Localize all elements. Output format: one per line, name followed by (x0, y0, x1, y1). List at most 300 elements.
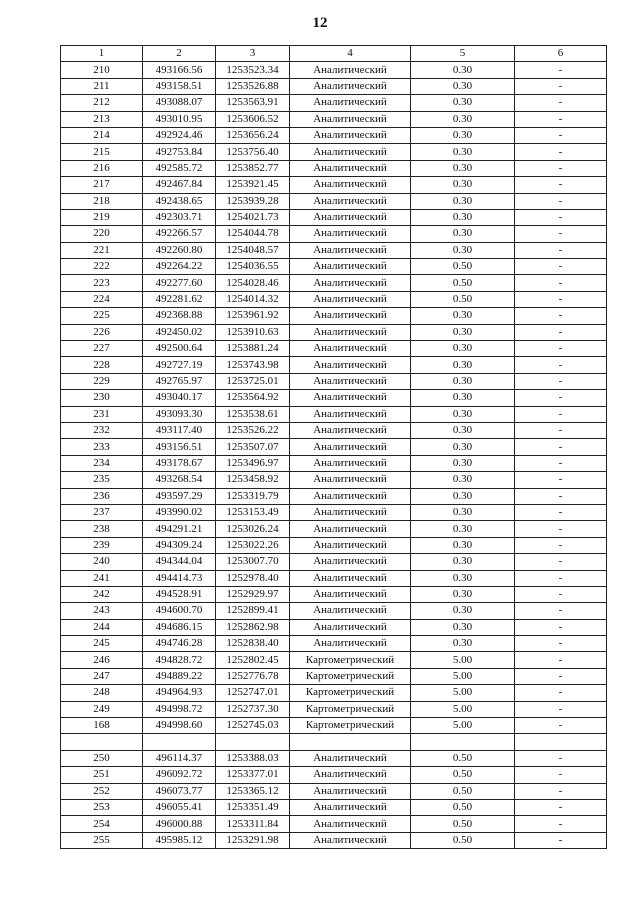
table-cell: Аналитический (290, 308, 411, 324)
table-cell: 494528.91 (143, 586, 216, 602)
table-cell: - (515, 570, 607, 586)
table-cell: 0.30 (411, 504, 515, 520)
table-cell: Аналитический (290, 455, 411, 471)
table-cell: - (515, 816, 607, 832)
table-row (61, 390, 607, 406)
table-cell: 493990.02 (143, 504, 216, 520)
table-cell: 493117.40 (143, 422, 216, 438)
table-row (61, 193, 607, 209)
table-row (61, 177, 607, 193)
table-cell: 0.30 (411, 209, 515, 225)
table-cell: 493597.29 (143, 488, 216, 504)
table-cell: Картометрический (290, 718, 411, 734)
table-cell: Аналитический (290, 488, 411, 504)
table-cell: 1253291.98 (216, 832, 290, 848)
table-cell: - (515, 357, 607, 373)
table-cell: 0.30 (411, 242, 515, 258)
table-cell: 221 (61, 242, 143, 258)
table-row (61, 439, 607, 455)
table-cell: - (515, 685, 607, 701)
table-cell: Аналитический (290, 373, 411, 389)
table-cell: Аналитический (290, 127, 411, 143)
table-row (61, 373, 607, 389)
table-cell: - (515, 144, 607, 160)
table-cell: 1254014.32 (216, 291, 290, 307)
table-cell: 1253351.49 (216, 799, 290, 815)
table-cell: - (515, 259, 607, 275)
table-row (61, 668, 607, 684)
table-cell: Аналитический (290, 636, 411, 652)
table-row (61, 504, 607, 520)
table-cell: 1252747.01 (216, 685, 290, 701)
table-cell: 0.30 (411, 95, 515, 111)
table-cell: Аналитический (290, 78, 411, 94)
table-cell: 496092.72 (143, 767, 216, 783)
table-row (61, 160, 607, 176)
table-cell: - (515, 226, 607, 242)
table-cell: 1253388.03 (216, 750, 290, 766)
table-cell: Картометрический (290, 668, 411, 684)
table-row (61, 718, 607, 734)
table-cell: 1253365.12 (216, 783, 290, 799)
table-cell: 225 (61, 308, 143, 324)
table-cell: 1253564.92 (216, 390, 290, 406)
table-cell: 216 (61, 160, 143, 176)
table-cell: - (515, 701, 607, 717)
table-cell: 5.00 (411, 685, 515, 701)
table-cell: 248 (61, 685, 143, 701)
table-cell: 217 (61, 177, 143, 193)
table-row (61, 488, 607, 504)
table-cell: 0.30 (411, 586, 515, 602)
table-cell: 231 (61, 406, 143, 422)
table-cell: 492753.84 (143, 144, 216, 160)
table-cell: Аналитический (290, 504, 411, 520)
table-cell: 493178.67 (143, 455, 216, 471)
table-cell: 239 (61, 537, 143, 553)
table-cell: 5.00 (411, 668, 515, 684)
table-cell: 492500.64 (143, 341, 216, 357)
table-cell: 1254021.73 (216, 209, 290, 225)
table-cell: 224 (61, 291, 143, 307)
table-cell: 1253743.98 (216, 357, 290, 373)
table-row (61, 78, 607, 94)
table-cell: - (515, 767, 607, 783)
table-cell: 0.50 (411, 832, 515, 848)
table-cell: 0.30 (411, 226, 515, 242)
table-cell: 233 (61, 439, 143, 455)
table-cell: 493010.95 (143, 111, 216, 127)
table-cell: 1253852.77 (216, 160, 290, 176)
table-cell: 0.30 (411, 341, 515, 357)
table-header (61, 46, 607, 62)
table-cell: 229 (61, 373, 143, 389)
table-cell: 219 (61, 209, 143, 225)
table-row (61, 685, 607, 701)
table-cell: 0.30 (411, 308, 515, 324)
table-cell: 0.30 (411, 603, 515, 619)
table-cell: 210 (61, 62, 143, 78)
table-cell: 492281.62 (143, 291, 216, 307)
table-row (61, 636, 607, 652)
table-cell: 247 (61, 668, 143, 684)
table-cell: 234 (61, 455, 143, 471)
table-row (61, 816, 607, 832)
table-cell: 1252776.78 (216, 668, 290, 684)
table-cell: 0.30 (411, 390, 515, 406)
table-cell: 496114.37 (143, 750, 216, 766)
table-cell: Аналитический (290, 832, 411, 848)
table-row (61, 586, 607, 602)
table-cell: 250 (61, 750, 143, 766)
table-cell: - (515, 619, 607, 635)
table-row (61, 832, 607, 848)
table-cell: 494686.15 (143, 619, 216, 635)
table-cell: 1253319.79 (216, 488, 290, 504)
table-row (61, 472, 607, 488)
table-cell: - (515, 521, 607, 537)
table-cell: Аналитический (290, 357, 411, 373)
table-cell: 0.30 (411, 62, 515, 78)
table-cell: 0.50 (411, 275, 515, 291)
table-cell: - (515, 275, 607, 291)
table-cell: 5.00 (411, 718, 515, 734)
table-cell: - (515, 291, 607, 307)
table-row (61, 324, 607, 340)
table-row (61, 652, 607, 668)
table-cell: 0.30 (411, 521, 515, 537)
empty-cell (290, 734, 411, 750)
table-cell: 494964.93 (143, 685, 216, 701)
table-cell: Аналитический (290, 586, 411, 602)
table-row (61, 783, 607, 799)
table-cell: 494414.73 (143, 570, 216, 586)
column-header: 6 (515, 46, 607, 62)
table-cell: 1253939.28 (216, 193, 290, 209)
table-cell: Аналитический (290, 160, 411, 176)
column-header: 1 (61, 46, 143, 62)
table-cell: Аналитический (290, 62, 411, 78)
table-row (61, 308, 607, 324)
table-cell: 493040.17 (143, 390, 216, 406)
table-cell: 496073.77 (143, 783, 216, 799)
table-cell: 1254036.55 (216, 259, 290, 275)
table-row (61, 111, 607, 127)
table-cell: Аналитический (290, 767, 411, 783)
table-cell: 254 (61, 816, 143, 832)
table-cell: 0.30 (411, 177, 515, 193)
table-cell: Аналитический (290, 554, 411, 570)
table-row (61, 95, 607, 111)
table-cell: Аналитический (290, 603, 411, 619)
table-cell: 493093.30 (143, 406, 216, 422)
table-cell: - (515, 177, 607, 193)
table-cell: 1253526.88 (216, 78, 290, 94)
table-cell: 492765.97 (143, 373, 216, 389)
table-cell: 494828.72 (143, 652, 216, 668)
table-row (61, 275, 607, 291)
table-cell: 1252929.97 (216, 586, 290, 602)
table-row (61, 554, 607, 570)
table-cell: 0.30 (411, 636, 515, 652)
table-cell: 494344.04 (143, 554, 216, 570)
table-cell: 492303.71 (143, 209, 216, 225)
table-cell: 0.30 (411, 373, 515, 389)
table-row (61, 341, 607, 357)
table-cell: 0.30 (411, 324, 515, 340)
table-cell: 492924.46 (143, 127, 216, 143)
table-row (61, 62, 607, 78)
table-cell: 0.30 (411, 406, 515, 422)
column-header: 5 (411, 46, 515, 62)
table-cell: 255 (61, 832, 143, 848)
table-cell: 168 (61, 718, 143, 734)
table-cell: 494998.60 (143, 718, 216, 734)
table-cell: Аналитический (290, 259, 411, 275)
table-cell: 494998.72 (143, 701, 216, 717)
table-cell: 0.30 (411, 193, 515, 209)
table-cell: 245 (61, 636, 143, 652)
table-cell: 228 (61, 357, 143, 373)
table-cell: 214 (61, 127, 143, 143)
table-row (61, 570, 607, 586)
table-cell: 493166.56 (143, 62, 216, 78)
table-cell: - (515, 799, 607, 815)
table-cell: 495985.12 (143, 832, 216, 848)
table-cell: - (515, 193, 607, 209)
table-cell: 242 (61, 586, 143, 602)
table-cell: 0.50 (411, 816, 515, 832)
table-cell: 1252838.40 (216, 636, 290, 652)
table-cell: 240 (61, 554, 143, 570)
table-cell: - (515, 718, 607, 734)
table-cell: 0.30 (411, 78, 515, 94)
table-cell: 0.30 (411, 357, 515, 373)
table-row (61, 521, 607, 537)
table-cell: - (515, 554, 607, 570)
table-cell: 0.50 (411, 767, 515, 783)
table-row (61, 406, 607, 422)
table-cell: 235 (61, 472, 143, 488)
table-cell: Аналитический (290, 177, 411, 193)
table-row (61, 422, 607, 438)
table-cell: Аналитический (290, 111, 411, 127)
table-cell: 493268.54 (143, 472, 216, 488)
table-cell: - (515, 832, 607, 848)
column-header: 2 (143, 46, 216, 62)
table-cell: Аналитический (290, 521, 411, 537)
table-cell: - (515, 537, 607, 553)
table-cell: 1253656.24 (216, 127, 290, 143)
table-cell: 1252862.98 (216, 619, 290, 635)
table-cell: 0.50 (411, 259, 515, 275)
table-cell: 1253458.92 (216, 472, 290, 488)
table-cell: 238 (61, 521, 143, 537)
table-cell: 1253725.01 (216, 373, 290, 389)
table-row (61, 357, 607, 373)
table-cell: - (515, 127, 607, 143)
table-row (61, 209, 607, 225)
table-cell: 0.30 (411, 455, 515, 471)
table-cell: - (515, 455, 607, 471)
table-cell: 1253153.49 (216, 504, 290, 520)
page-number: 12 (312, 15, 328, 31)
table-cell: Аналитический (290, 291, 411, 307)
table-cell: 0.30 (411, 488, 515, 504)
table-cell: - (515, 472, 607, 488)
table-cell: - (515, 406, 607, 422)
table-cell: - (515, 586, 607, 602)
table-cell: 494309.24 (143, 537, 216, 553)
table-row (61, 242, 607, 258)
table-cell: 493158.51 (143, 78, 216, 94)
table-cell: Аналитический (290, 783, 411, 799)
table-cell: 0.50 (411, 799, 515, 815)
table-cell: 0.30 (411, 439, 515, 455)
table-cell: - (515, 78, 607, 94)
table-row (61, 750, 607, 766)
table-cell: 5.00 (411, 701, 515, 717)
table-cell: Аналитический (290, 275, 411, 291)
table-cell: Аналитический (290, 619, 411, 635)
table-cell: 1253496.97 (216, 455, 290, 471)
table-row (61, 619, 607, 635)
table-cell: 213 (61, 111, 143, 127)
table-cell: 227 (61, 341, 143, 357)
table-cell: - (515, 750, 607, 766)
table-cell: 215 (61, 144, 143, 160)
table-cell: 1253007.70 (216, 554, 290, 570)
table-cell: 494600.70 (143, 603, 216, 619)
table-row (61, 799, 607, 815)
header-row (61, 46, 607, 62)
table-cell: 1253881.24 (216, 341, 290, 357)
table-cell: 494889.22 (143, 668, 216, 684)
table-cell: 0.30 (411, 127, 515, 143)
table-cell: 1253921.45 (216, 177, 290, 193)
section-separator-row (61, 734, 607, 750)
table-cell: 492727.19 (143, 357, 216, 373)
table-row (61, 127, 607, 143)
table-cell: Аналитический (290, 439, 411, 455)
table-cell: Картометрический (290, 652, 411, 668)
table-cell: 1253523.34 (216, 62, 290, 78)
table-cell: 0.30 (411, 619, 515, 635)
table-cell: 1253910.63 (216, 324, 290, 340)
table-cell: - (515, 783, 607, 799)
table-cell: 0.30 (411, 144, 515, 160)
table-cell: 1252978.40 (216, 570, 290, 586)
table-cell: 0.30 (411, 554, 515, 570)
table-row (61, 259, 607, 275)
table-cell: 493156.51 (143, 439, 216, 455)
table-cell: 0.30 (411, 160, 515, 176)
table-cell: 1253377.01 (216, 767, 290, 783)
table-cell: - (515, 422, 607, 438)
table-cell: 1253507.07 (216, 439, 290, 455)
table-cell: 492585.72 (143, 160, 216, 176)
table-cell: 492467.84 (143, 177, 216, 193)
table-cell: 230 (61, 390, 143, 406)
table-cell: 226 (61, 324, 143, 340)
table-cell: 222 (61, 259, 143, 275)
table-cell: 0.30 (411, 422, 515, 438)
table-cell: - (515, 62, 607, 78)
table-cell: 211 (61, 78, 143, 94)
table-cell: - (515, 341, 607, 357)
table-row (61, 603, 607, 619)
table-cell: 496000.88 (143, 816, 216, 832)
table-cell: Картометрический (290, 701, 411, 717)
table-cell: 1253756.40 (216, 144, 290, 160)
table-cell: 0.50 (411, 750, 515, 766)
table-cell: 237 (61, 504, 143, 520)
table-cell: 0.30 (411, 111, 515, 127)
table-cell: - (515, 603, 607, 619)
table-cell: 1253538.61 (216, 406, 290, 422)
table-cell: 492260.80 (143, 242, 216, 258)
table-cell: Картометрический (290, 685, 411, 701)
table-cell: - (515, 95, 607, 111)
table-cell: 1253526.22 (216, 422, 290, 438)
table-cell: 244 (61, 619, 143, 635)
table-cell: 1252745.03 (216, 718, 290, 734)
table-cell: 492368.88 (143, 308, 216, 324)
table-cell: 0.30 (411, 570, 515, 586)
table-cell: 253 (61, 799, 143, 815)
table-row (61, 144, 607, 160)
table-cell: 1253961.92 (216, 308, 290, 324)
table-cell: 241 (61, 570, 143, 586)
table-cell: Аналитический (290, 226, 411, 242)
empty-cell (61, 734, 143, 750)
table-row (61, 701, 607, 717)
table-cell: Аналитический (290, 406, 411, 422)
table-cell: Аналитический (290, 537, 411, 553)
table-cell: Аналитический (290, 242, 411, 258)
table-cell: - (515, 209, 607, 225)
table-row (61, 455, 607, 471)
table-row (61, 537, 607, 553)
table-cell: - (515, 111, 607, 127)
table-cell: 492438.65 (143, 193, 216, 209)
table-cell: Аналитический (290, 570, 411, 586)
table-cell: 220 (61, 226, 143, 242)
table-cell: 1253563.91 (216, 95, 290, 111)
table-cell: Аналитический (290, 390, 411, 406)
table-cell: 252 (61, 783, 143, 799)
table-cell: 496055.41 (143, 799, 216, 815)
table-row (61, 226, 607, 242)
table-cell: 0.50 (411, 783, 515, 799)
empty-cell (515, 734, 607, 750)
table-cell: 493088.07 (143, 95, 216, 111)
table-cell: Аналитический (290, 750, 411, 766)
table-cell: Аналитический (290, 341, 411, 357)
coordinates-table (60, 45, 607, 849)
table-cell: 218 (61, 193, 143, 209)
table-cell: 249 (61, 701, 143, 717)
table-cell: Аналитический (290, 324, 411, 340)
table-cell: - (515, 373, 607, 389)
table-cell: - (515, 652, 607, 668)
table-cell: 212 (61, 95, 143, 111)
table-cell: 223 (61, 275, 143, 291)
table-cell: Аналитический (290, 193, 411, 209)
table-cell: - (515, 504, 607, 520)
table-cell: 0.30 (411, 472, 515, 488)
table-cell: Аналитический (290, 144, 411, 160)
